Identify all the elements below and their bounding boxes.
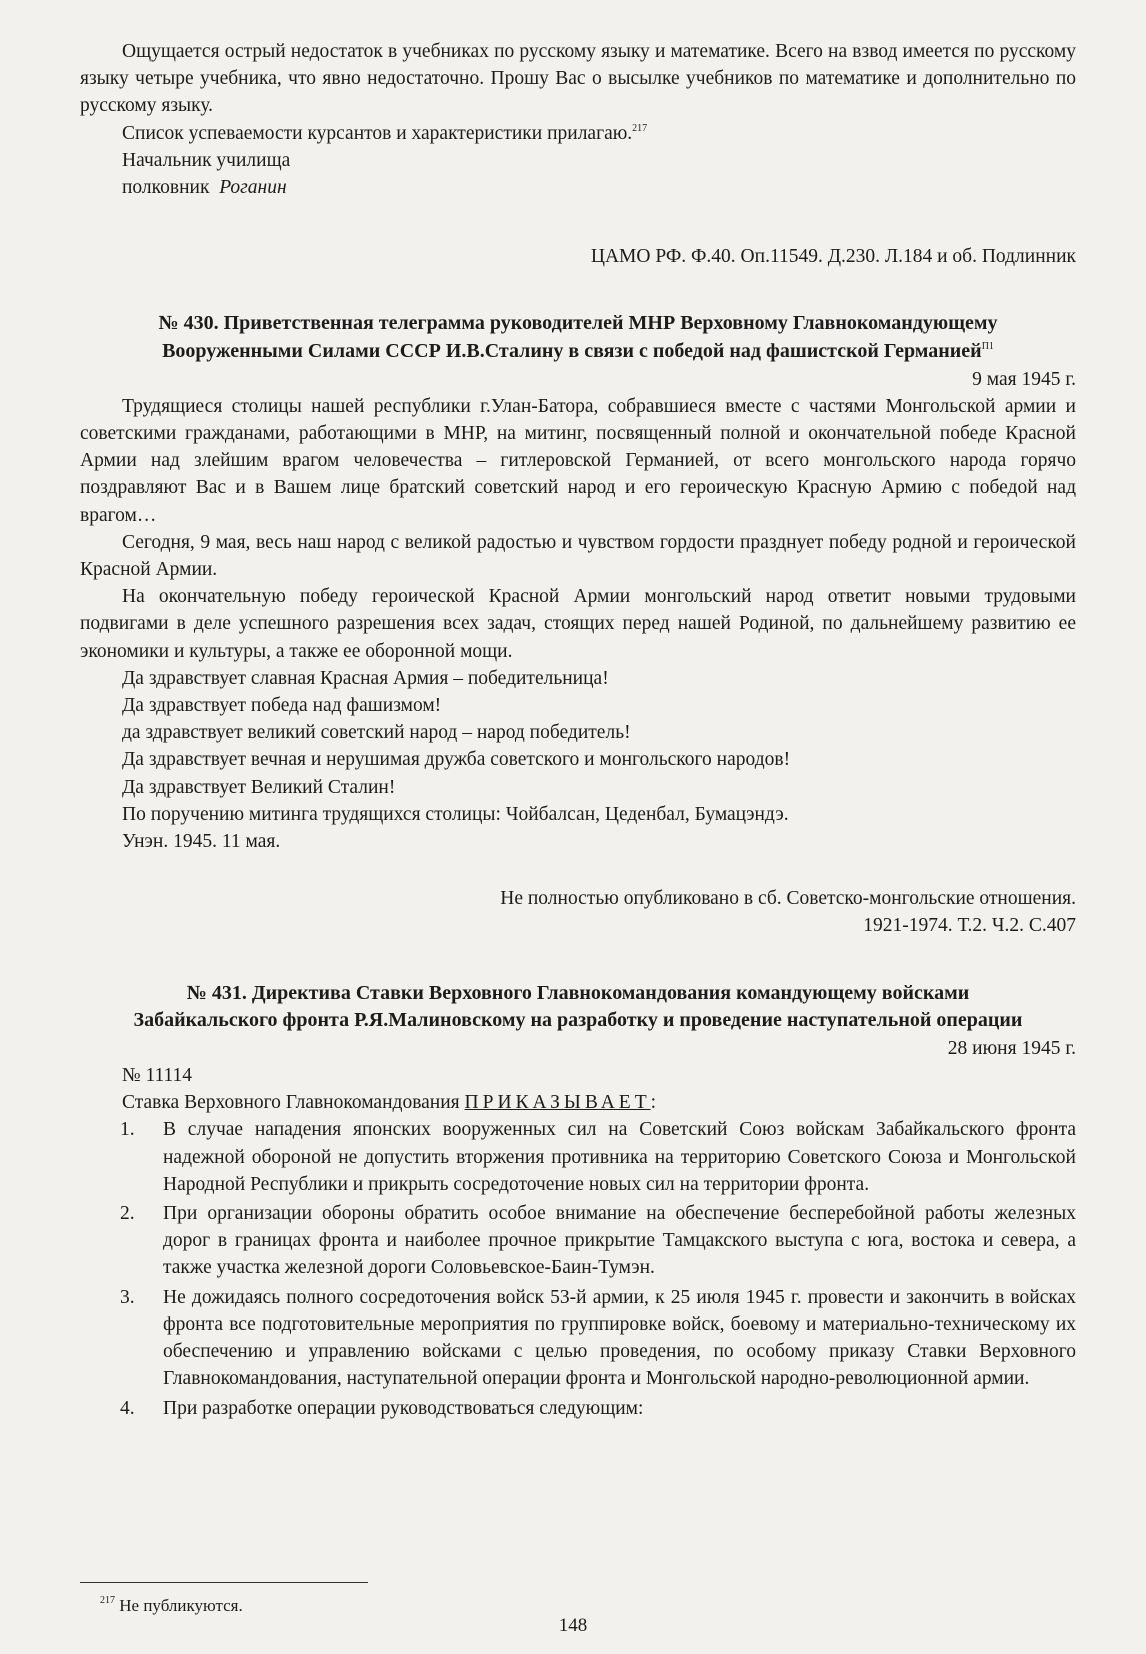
doc430-slogan: Да здравствует Великий Сталин! <box>122 776 396 798</box>
item-text: При разработке операции руководствоваться следующим: <box>163 1397 644 1419</box>
footnote-number: 217 <box>100 1595 115 1606</box>
doc430-heading-text: Вооруженными Силами СССР И.В.Сталину в связи с победой над фашистской Германией <box>162 340 982 363</box>
doc431-number: № 11114 <box>122 1065 193 1087</box>
doc430-source-line1: Не полностью опубликовано в сб. Советско-монгольские отношения. <box>500 888 1076 910</box>
page-content <box>80 38 1076 1424</box>
doc430-paragraph: Трудящиеся столицы нашей республики г.Улан-Батора, собравшиеся вместе с частями Монгольской армии и советскими гражданами, работающими в МНР, на митинг, посвященный полной и окончательной победе Красной Армии над злейшим врагом человечества – гитлеровской Германией, от всего монгольского народа горячо поздравляют Вас и в Вашем лице братский советский народ и его героическую Красную Армию с победой над врагом… <box>80 395 1076 526</box>
item-number: 1. <box>120 1119 135 1141</box>
archive-source: ЦАМО РФ. Ф.40. Оп.11549. Д.230. Л.184 и об. Подлинник <box>590 246 1076 268</box>
list-item <box>80 1395 1076 1422</box>
page-number: 148 <box>558 1615 588 1636</box>
doc431-items <box>80 1116 1076 1421</box>
attachment-line <box>80 120 1076 147</box>
doc431-order-colon: : <box>650 1092 657 1114</box>
footnote-divider <box>80 1582 368 1583</box>
doc431-order-word: ПРИКАЗЫВАЕТ <box>464 1092 651 1114</box>
document-431 <box>80 980 1076 1422</box>
intro-paragraph: Ощущается острый недостаток в учебниках по русскому языку и математике. Всего на взвод имеется по русскому языку четыре учебника, что явно недостаточно. Прошу Вас о высылке учебников по математике и дополнительно по русскому языку. <box>80 41 1076 117</box>
doc430-source-line2: 1921-1974. Т.2. Ч.2. С.407 <box>863 915 1076 937</box>
list-item <box>80 1200 1076 1282</box>
signer-name: Роганин <box>219 177 287 199</box>
doc430-heading-line2 <box>80 338 1076 366</box>
doc430-signatories: По поручению митинга трудящихся столицы: Чойбалсан, Цеденбал, Бумацэндэ. <box>122 803 789 825</box>
signer-line <box>80 174 1076 201</box>
item-text: Не дожидаясь полного сосредоточения войск 53-й армии, к 25 июля 1945 г. провести и закончить в войсках фронта все подготовительные мероприятия по группировке войск, боевому и материально-техническому их обеспечению и управлению войсками с целью проведения, по особому приказу Ставки Верховного Главнокомандования, наступательной операции фронта и Монгольской народно-революционной армии. <box>163 1286 1076 1390</box>
doc430-publication: Унэн. 1945. 11 мая. <box>122 831 281 853</box>
doc430-heading-note: П1 <box>981 341 994 353</box>
attachment-text: Список успеваемости курсантов и характеристики прилагаю. <box>122 122 633 144</box>
item-text: В случае нападения японских вооруженных сил на Советский Союз войскам Забайкальского фронта надежной обороной не допустить вторжения противника на территорию Советского Союза и Монгольской Народной Республики и прикрыть сосредоточение новых сил на территории фронта. <box>163 1119 1076 1195</box>
doc430-paragraph: Сегодня, 9 мая, весь наш народ с великой радостью и чувством гордости празднует победу родной и героической Красной Армии. <box>80 531 1076 581</box>
item-number: 2. <box>120 1203 135 1225</box>
doc430-paragraph: На окончательную победу героической Красной Армии монгольский народ ответит новыми трудовыми подвигами в деле успешного разрешения всех задач, стоящих перед нашей Родиной, по дальнейшему развитию ее экономики и культуры, а также ее оборонной мощи. <box>80 586 1076 662</box>
doc431-order-prefix: Ставка Верховного Главнокомандования <box>122 1092 460 1114</box>
item-number: 3. <box>120 1286 135 1308</box>
doc431-date: 28 июня 1945 г. <box>947 1037 1076 1059</box>
doc430-heading-line1: № 430. Приветственная телеграмма руководителей МНР Верховному Главнокомандующему <box>158 312 998 335</box>
signer-rank: полковник <box>122 177 210 199</box>
doc430-slogan: Да здравствует вечная и нерушимая дружба советского и монгольского народов! <box>122 749 791 771</box>
item-text: При организации обороны обратить особое внимание на обеспечение бесперебойной работы железных дорог в границах фронта и наиболее прочное прикрытие Тамцакского выступа с юга, востока и севера, а также участка железной дороги Соловьевское-Баин-Тумэн. <box>163 1203 1076 1279</box>
doc430-slogan: да здравствует великий советский народ – народ победитель! <box>122 722 631 744</box>
signer-title: Начальник училища <box>122 149 291 171</box>
footnote <box>100 1596 243 1616</box>
doc430-date: 9 мая 1945 г. <box>972 368 1076 390</box>
footnote-text: Не публикуются. <box>119 1596 243 1615</box>
doc431-order-line <box>80 1089 1076 1116</box>
list-item <box>80 1116 1076 1198</box>
list-item <box>80 1284 1076 1393</box>
doc430-slogan: Да здравствует победа над фашизмом! <box>122 695 442 717</box>
doc431-heading-line2: Забайкальского фронта Р.Я.Малиновскому на разработку и проведение наступательной операции <box>133 1009 1023 1032</box>
item-number: 4. <box>120 1397 135 1419</box>
document-430 <box>80 310 1076 939</box>
doc431-heading-line1: № 431. Директива Ставки Верховного Главнокомандования командующему войсками <box>186 981 970 1004</box>
doc430-slogan: Да здравствует славная Красная Армия – победительница! <box>122 667 609 689</box>
footnote-ref: 217 <box>632 122 648 134</box>
